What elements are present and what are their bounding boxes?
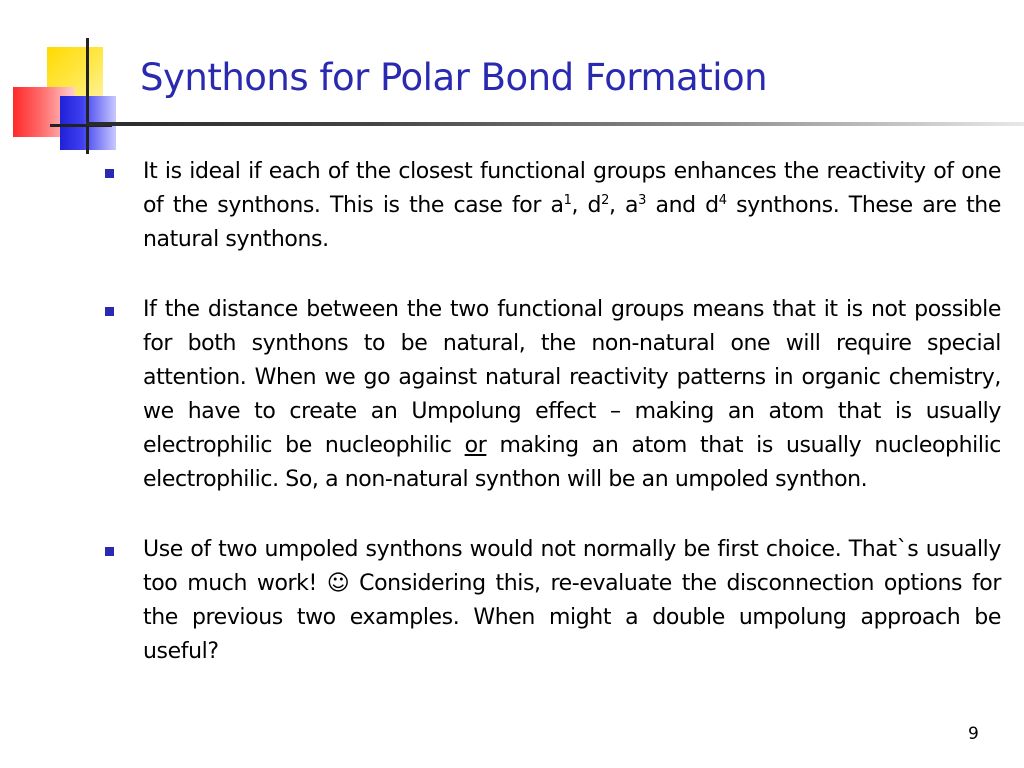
slide-body [105, 155, 1001, 705]
bullet-text: Use of two umpoled synthons would not normally be first choice. That`s usually too much work! ☺ Considering this, re-evaluate the disconnection options for the previous two examples. When might a double umpolung approach be useful? [143, 537, 1001, 664]
bullet-item [105, 533, 1001, 669]
bullet-text: It is ideal if each of the closest functional groups enhances the reactivity of one of the synthons. This is the case for $a^1$, $d^2$, $a^3$ and $d^4$ synthons. These are the natural synthons. [143, 159, 1001, 252]
title-divider [86, 122, 1024, 126]
bullet-item [105, 293, 1001, 497]
logo-vertical-line [86, 38, 89, 154]
slide-title: Synthons for Polar Bond Formation [140, 56, 768, 99]
bullet-square-icon [105, 169, 114, 178]
bullet-text: If the distance between the two functional groups means that it is not possible for both synthons to be natural, the non-natural one will require special attention. When we go against natural reactivity patterns in organic chemistry, we have to create an Umpolung effect – making an atom that is usually electrophilic be nucleophilic or making an atom that is usually nucleophilic electrophilic. So, a non-natural synthon will be an umpoled synthon. [143, 297, 1001, 492]
page-number: 9 [968, 724, 979, 744]
template-logo [0, 0, 150, 160]
bullet-item [105, 155, 1001, 257]
bullet-square-icon [105, 307, 114, 316]
bullet-square-icon [105, 547, 114, 556]
